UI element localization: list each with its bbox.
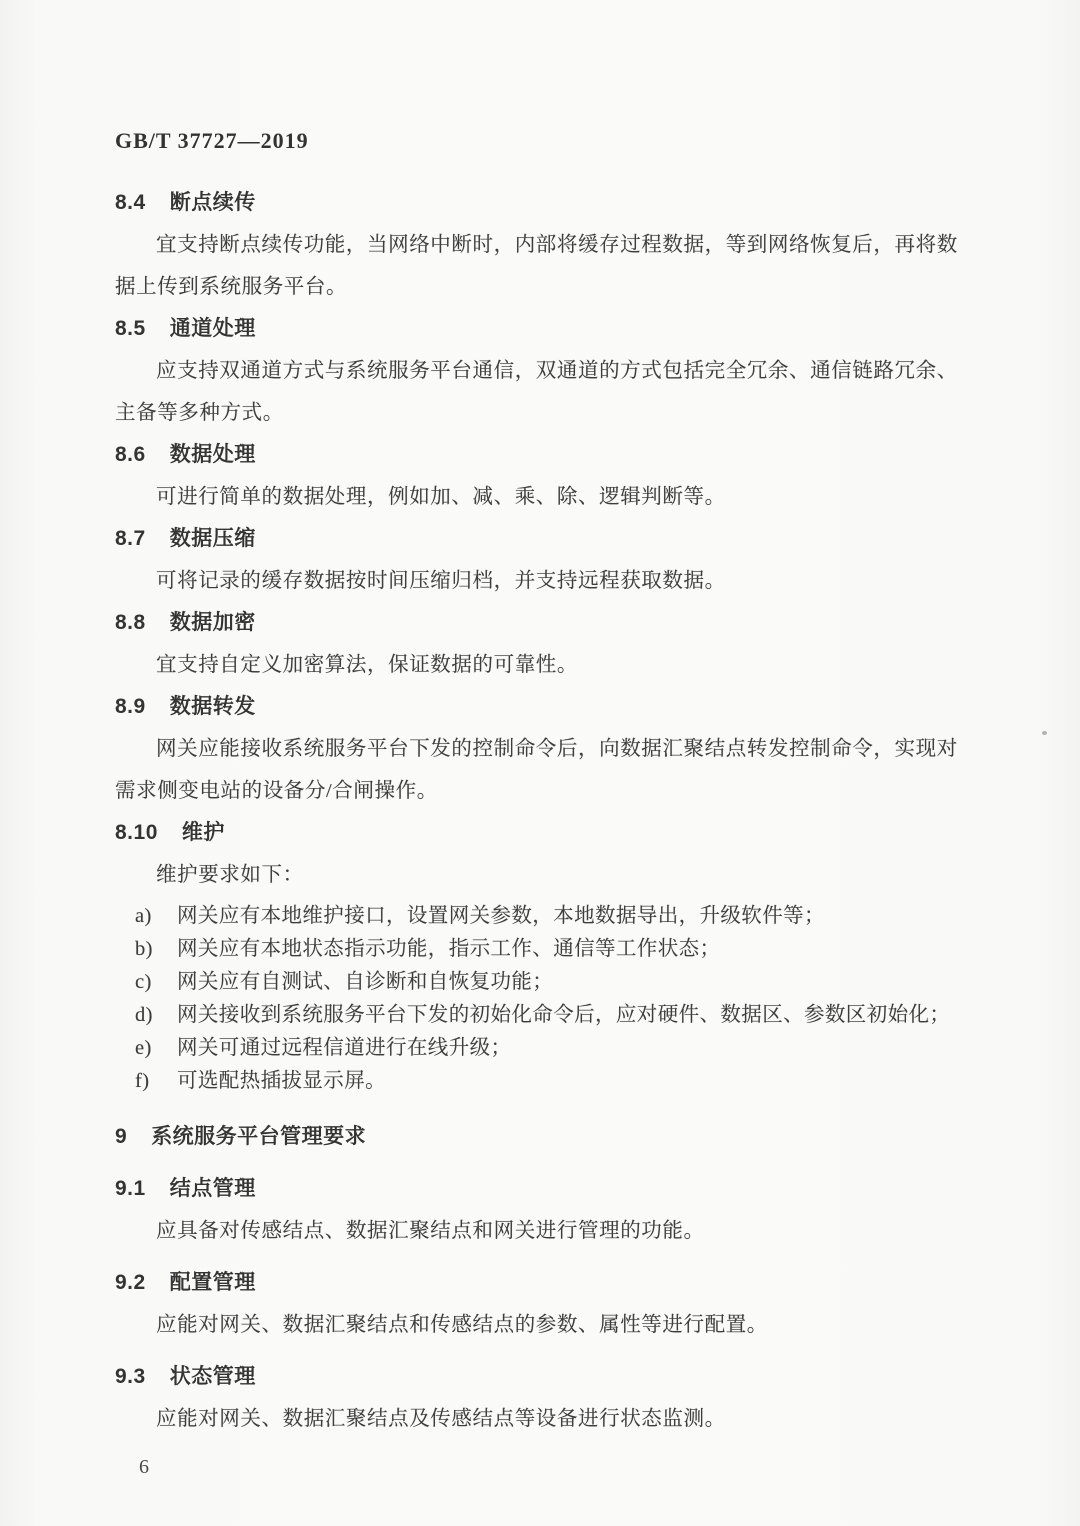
section-title: 数据处理 (169, 443, 256, 466)
list-item-text: 网关可通过远程信道进行在线升级； (177, 1037, 512, 1059)
paragraph: 可将记录的缓存数据按时间压缩归档，并支持远程获取数据。 (156, 570, 726, 592)
list-item (135, 999, 968, 1032)
section-number: 9 (115, 1125, 128, 1148)
paragraph: 应具备对传感结点、数据汇聚结点和网关进行管理的功能。 (156, 1220, 705, 1242)
list-item-text: 可选配热插拔显示屏。 (177, 1070, 386, 1092)
section-title: 数据转发 (169, 695, 256, 718)
section-number: 8.5 (115, 317, 146, 340)
list-item-text: 网关应有本地维护接口，设置网关参数，本地数据导出，升级软件等； (177, 905, 825, 927)
list-marker: c) (135, 971, 152, 993)
section-heading-8-6 (115, 434, 968, 476)
list-marker: f) (135, 1070, 150, 1092)
section-title: 断点续传 (169, 191, 256, 214)
paragraph: 应能对网关、数据汇聚结点和传感结点的参数、属性等进行配置。 (156, 1314, 768, 1336)
list-item (135, 966, 968, 999)
section-heading-8-5 (115, 308, 968, 350)
list-marker: e) (135, 1037, 152, 1059)
chapter-heading-9 (115, 1116, 968, 1158)
section-number: 8.6 (115, 443, 146, 466)
paragraph: 网关应能接收系统服务平台下发的控制命令后，向数据汇聚结点转发控制命令，实现对需求侧变电站的设备分/合闸操作。 (115, 738, 958, 802)
section-number: 9.1 (115, 1177, 146, 1200)
section-heading-9-1 (115, 1168, 968, 1210)
section-heading-8-7 (115, 518, 968, 560)
list-marker: d) (135, 1004, 153, 1026)
section-title: 配置管理 (169, 1271, 256, 1294)
section-title: 维护 (181, 821, 225, 844)
section-title: 状态管理 (169, 1365, 256, 1388)
list-marker: a) (135, 905, 152, 927)
section-number: 8.7 (115, 527, 146, 550)
section-heading-8-8 (115, 602, 968, 644)
section-number: 8.4 (115, 191, 146, 214)
section-number: 8.10 (115, 821, 158, 844)
section-heading-9-2 (115, 1262, 968, 1304)
page-number: 6 (139, 1456, 149, 1478)
list-item-text: 网关应有本地状态指示功能，指示工作、通信等工作状态； (177, 938, 721, 960)
section-heading-8-4 (115, 182, 968, 224)
paragraph: 应支持双通道方式与系统服务平台通信，双通道的方式包括完全冗余、通信链路冗余、主备等多种方式。 (115, 360, 958, 424)
list-item-text: 网关应有自测试、自诊断和自恢复功能； (177, 971, 554, 993)
paragraph: 宜支持断点续传功能，当网络中断时，内部将缓存过程数据，等到网络恢复后，再将数据上传到系统服务平台。 (115, 234, 958, 298)
list-item (135, 1032, 968, 1065)
section-number: 9.3 (115, 1365, 146, 1388)
list-item (135, 1065, 968, 1098)
section-title: 系统服务平台管理要求 (151, 1125, 367, 1148)
list-item (135, 933, 968, 966)
section-title: 数据加密 (169, 611, 256, 634)
section-number: 8.9 (115, 695, 146, 718)
section-heading-8-9 (115, 686, 968, 728)
paragraph: 维护要求如下： (156, 864, 304, 886)
requirements-list (115, 900, 968, 1098)
paragraph: 宜支持自定义加密算法，保证数据的可靠性。 (156, 654, 578, 676)
paragraph: 可进行简单的数据处理，例如加、减、乘、除、逻辑判断等。 (156, 486, 726, 508)
standard-number-header: GB/T 37727—2019 (115, 128, 309, 153)
section-number: 8.8 (115, 611, 146, 634)
section-title: 结点管理 (169, 1177, 256, 1200)
paragraph: 应能对网关、数据汇聚结点及传感结点等设备进行状态监测。 (156, 1408, 726, 1430)
list-item (135, 900, 968, 933)
scan-artifact-dot (1042, 731, 1047, 735)
section-title: 数据压缩 (169, 527, 256, 550)
list-marker: b) (135, 938, 153, 960)
section-heading-8-10 (115, 812, 968, 854)
section-heading-9-3 (115, 1356, 968, 1398)
section-number: 9.2 (115, 1271, 146, 1294)
section-title: 通道处理 (169, 317, 256, 340)
list-item-text: 网关接收到系统服务平台下发的初始化命令后，应对硬件、数据区、参数区初始化； (177, 1004, 951, 1026)
